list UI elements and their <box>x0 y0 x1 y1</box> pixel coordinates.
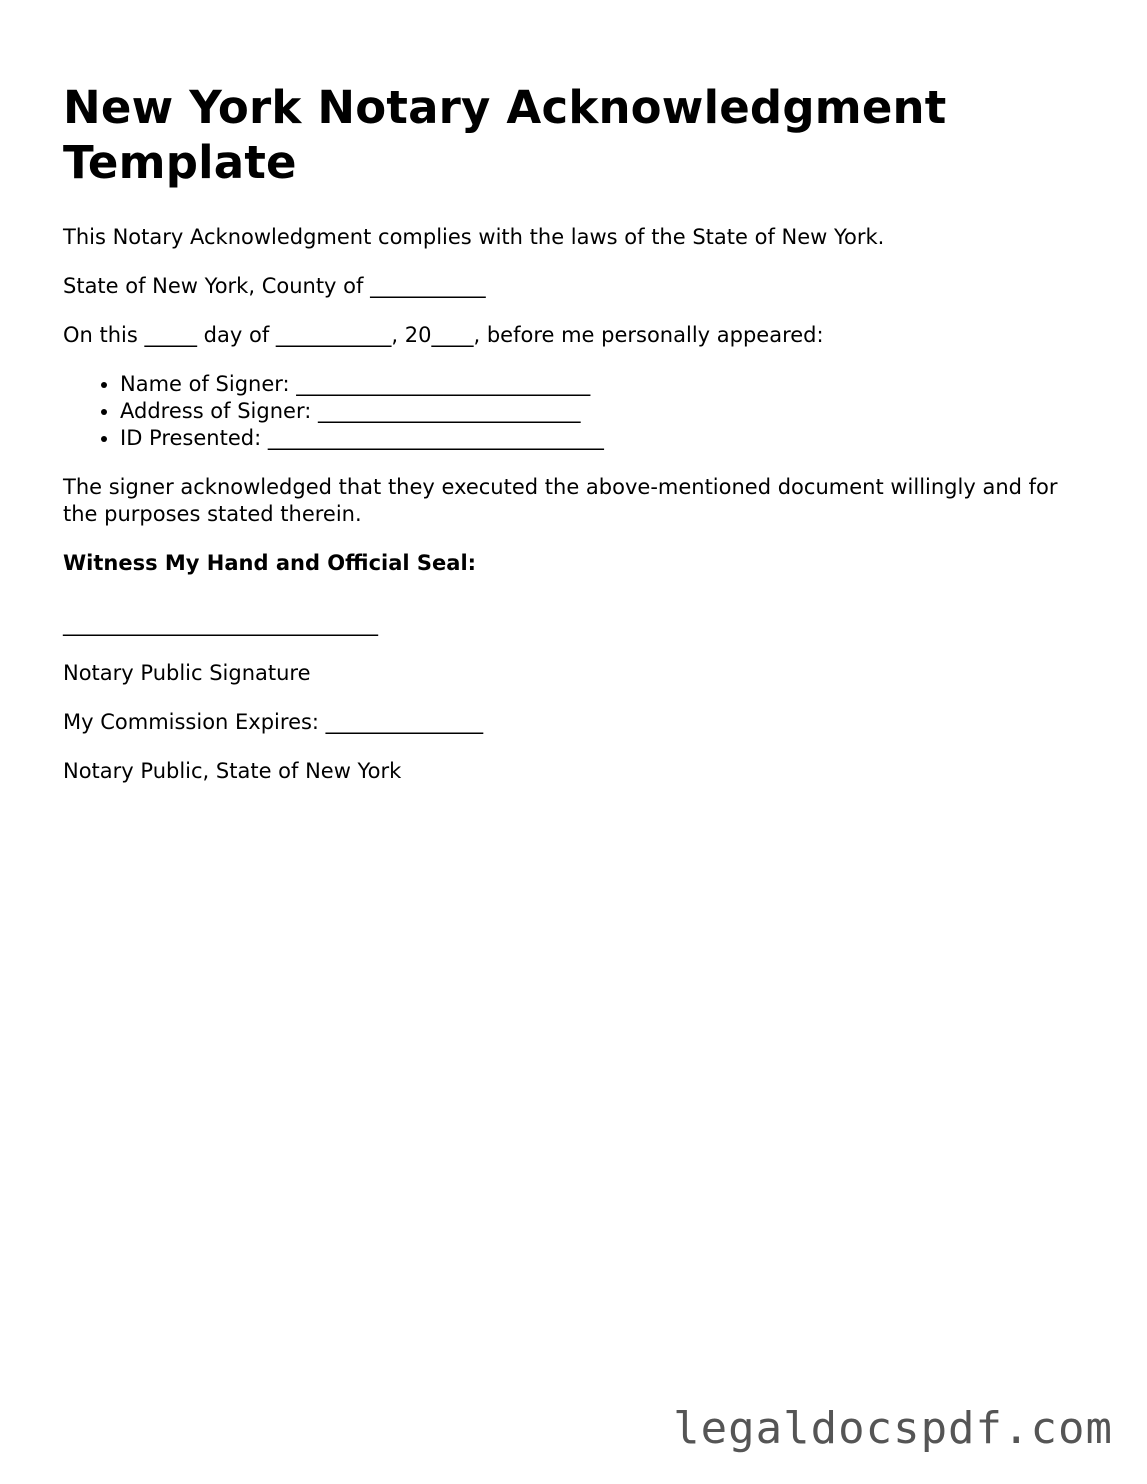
commission-expires-line: My Commission Expires: _______________ <box>63 710 484 734</box>
date-line: On this _____ day of ___________, 20____, before me personally appeared: <box>63 323 824 347</box>
witness-heading: Witness My Hand and Official Seal: <box>63 551 477 575</box>
id-presented-field: • ID Presented: ________________________________ <box>120 425 1093 452</box>
notary-state-line: Notary Public, State of New York <box>63 759 402 783</box>
acknowledgment-text: The signer acknowledged that they executed the above-mentioned document willingly and for the purposes stated therein. <box>63 475 1058 526</box>
watermark: legaldocspdf.com <box>673 1403 1113 1454</box>
page-title: New York Notary Acknowledgment Template <box>63 81 947 189</box>
intro-text: This Notary Acknowledgment complies with the laws of the State of New York. <box>63 225 885 249</box>
county-line: State of New York, County of ___________ <box>63 274 486 298</box>
signer-name-field: • Name of Signer: ____________________________ <box>120 371 1093 398</box>
document-page <box>63 80 1093 785</box>
signature-label: Notary Public Signature <box>63 661 311 685</box>
signature-line: ______________________________ <box>63 612 378 636</box>
signer-address-field: • Address of Signer: _________________________ <box>120 398 1093 425</box>
signer-fields-list <box>63 371 1093 452</box>
